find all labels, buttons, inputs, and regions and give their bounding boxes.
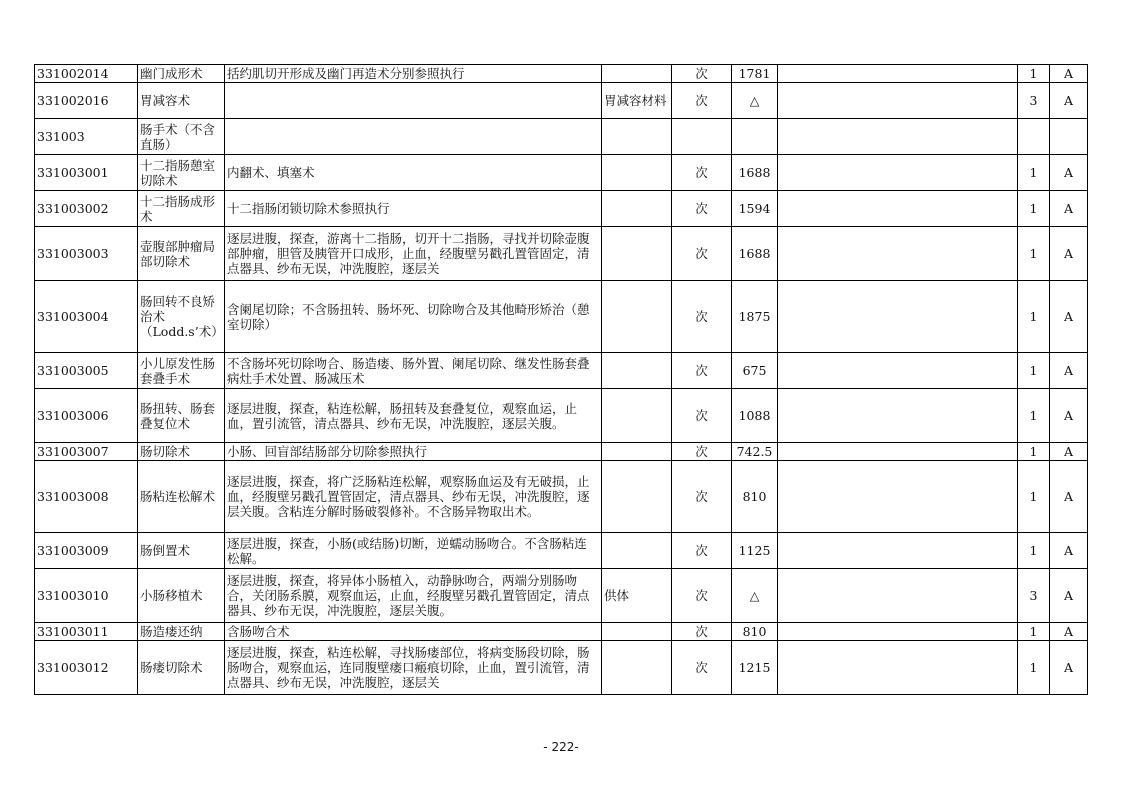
- item-code: 331003012: [35, 641, 138, 695]
- item-name: 肠切除术: [138, 443, 225, 461]
- table-row: [35, 569, 1088, 623]
- item-name: 十二指肠憩室切除术: [138, 155, 225, 191]
- table-row: [35, 65, 1088, 83]
- item-grade: 3: [1018, 569, 1050, 623]
- item-price: 810: [732, 623, 778, 641]
- item-class: A: [1050, 623, 1088, 641]
- item-note: [778, 119, 1018, 155]
- item-price: 1088: [732, 389, 778, 443]
- item-name: 肠粘连松解术: [138, 461, 225, 533]
- table-row: [35, 623, 1088, 641]
- item-excluded: [602, 533, 672, 569]
- item-note: [778, 569, 1018, 623]
- item-excluded: [602, 623, 672, 641]
- item-code: 331003: [35, 119, 138, 155]
- item-code: 331003001: [35, 155, 138, 191]
- item-class: A: [1050, 281, 1088, 353]
- item-name: 幽门成形术: [138, 65, 225, 83]
- item-unit: [672, 119, 732, 155]
- item-code: 331003010: [35, 569, 138, 623]
- item-price: 810: [732, 461, 778, 533]
- item-content: 内翻术、填塞术: [225, 155, 602, 191]
- item-class: A: [1050, 353, 1088, 389]
- item-excluded: [602, 281, 672, 353]
- item-class: [1050, 119, 1088, 155]
- item-note: [778, 533, 1018, 569]
- item-grade: 1: [1018, 353, 1050, 389]
- item-grade: [1018, 119, 1050, 155]
- item-note: [778, 83, 1018, 119]
- item-code: 331002016: [35, 83, 138, 119]
- item-note: [778, 461, 1018, 533]
- item-class: A: [1050, 641, 1088, 695]
- item-price: [732, 119, 778, 155]
- item-note: [778, 281, 1018, 353]
- table-row: [35, 389, 1088, 443]
- item-excluded: 胃减容材料: [602, 83, 672, 119]
- item-class: A: [1050, 191, 1088, 227]
- item-excluded: [602, 227, 672, 281]
- item-unit: 次: [672, 623, 732, 641]
- item-code: 331003008: [35, 461, 138, 533]
- item-name: 肠扭转、肠套叠复位术: [138, 389, 225, 443]
- item-class: A: [1050, 389, 1088, 443]
- item-grade: 1: [1018, 281, 1050, 353]
- item-unit: 次: [672, 155, 732, 191]
- item-grade: 1: [1018, 227, 1050, 281]
- item-price: 1688: [732, 155, 778, 191]
- item-note: [778, 389, 1018, 443]
- item-unit: 次: [672, 389, 732, 443]
- item-note: [778, 623, 1018, 641]
- item-price: 1875: [732, 281, 778, 353]
- item-code: 331003007: [35, 443, 138, 461]
- item-grade: 1: [1018, 641, 1050, 695]
- item-name: 肠造瘘还纳: [138, 623, 225, 641]
- item-class: A: [1050, 461, 1088, 533]
- item-name: 肠手术（不含直肠）: [138, 119, 225, 155]
- item-unit: 次: [672, 641, 732, 695]
- item-excluded: 供体: [602, 569, 672, 623]
- item-excluded: [602, 389, 672, 443]
- item-unit: 次: [672, 461, 732, 533]
- item-content: 不含肠坏死切除吻合、肠造瘘、肠外置、阑尾切除、继发性肠套叠病灶手术处置、肠减压术: [225, 353, 602, 389]
- item-grade: 1: [1018, 533, 1050, 569]
- item-name: 胃减容术: [138, 83, 225, 119]
- table-row: [35, 191, 1088, 227]
- item-class: A: [1050, 443, 1088, 461]
- table-row: [35, 533, 1088, 569]
- item-name: 小儿原发性肠套叠手术: [138, 353, 225, 389]
- item-content: 含阑尾切除；不含肠扭转、肠坏死、切除吻合及其他畸形矫治（憩室切除）: [225, 281, 602, 353]
- item-note: [778, 155, 1018, 191]
- item-excluded: [602, 353, 672, 389]
- page-number: - 222-: [543, 740, 579, 754]
- table-row: [35, 119, 1088, 155]
- table-row: [35, 641, 1088, 695]
- fee-schedule-table: [34, 64, 1088, 695]
- item-note: [778, 353, 1018, 389]
- item-name: 小肠移植术: [138, 569, 225, 623]
- table-row: [35, 281, 1088, 353]
- item-excluded: [602, 461, 672, 533]
- item-content: 小肠、回盲部结肠部分切除参照执行: [225, 443, 602, 461]
- table-row: [35, 227, 1088, 281]
- item-excluded: [602, 191, 672, 227]
- item-code: 331003004: [35, 281, 138, 353]
- item-code: 331003009: [35, 533, 138, 569]
- item-class: A: [1050, 83, 1088, 119]
- item-note: [778, 191, 1018, 227]
- item-unit: 次: [672, 353, 732, 389]
- item-excluded: [602, 65, 672, 83]
- item-code: 331003011: [35, 623, 138, 641]
- table-row: [35, 353, 1088, 389]
- item-content: 逐层进腹，探查，粘连松解，寻找肠瘘部位，将病变肠段切除，肠肠吻合，观察血运，连同腹壁瘘口瘢痕切除，止血，置引流管，清点器具、纱布无误，冲洗腹腔，逐层关: [225, 641, 602, 695]
- item-unit: 次: [672, 227, 732, 281]
- item-note: [778, 65, 1018, 83]
- item-grade: 1: [1018, 461, 1050, 533]
- table-row: [35, 461, 1088, 533]
- item-price: 742.5: [732, 443, 778, 461]
- item-code: 331003003: [35, 227, 138, 281]
- item-price: 1215: [732, 641, 778, 695]
- item-name: 肠回转不良矫治术（Lodd.s’术）: [138, 281, 225, 353]
- item-unit: 次: [672, 65, 732, 83]
- item-note: [778, 641, 1018, 695]
- item-grade: 1: [1018, 389, 1050, 443]
- item-price: 1594: [732, 191, 778, 227]
- item-grade: 1: [1018, 155, 1050, 191]
- item-price: △: [732, 569, 778, 623]
- table-row: [35, 155, 1088, 191]
- item-grade: 3: [1018, 83, 1050, 119]
- item-content: 逐层进腹，探查，游离十二指肠，切开十二指肠，寻找并切除壶腹部肿瘤，胆管及胰管开口成形，止血，经腹壁另戳孔置管固定，清点器具、纱布无误，冲洗腹腔，逐层关: [225, 227, 602, 281]
- item-code: 331002014: [35, 65, 138, 83]
- item-note: [778, 443, 1018, 461]
- item-price: 1781: [732, 65, 778, 83]
- item-unit: 次: [672, 281, 732, 353]
- item-note: [778, 227, 1018, 281]
- item-content: 括约肌切开形成及幽门再造术分别参照执行: [225, 65, 602, 83]
- table-row: [35, 443, 1088, 461]
- item-content: 逐层进腹，探查，将异体小肠植入，动静脉吻合，两端分别肠吻合，关闭肠系膜，观察血运，止血，经腹壁另戳孔置管固定，清点器具、纱布无误，冲洗腹腔，逐层关腹。: [225, 569, 602, 623]
- item-price: 675: [732, 353, 778, 389]
- item-grade: 1: [1018, 623, 1050, 641]
- item-name: 肠倒置术: [138, 533, 225, 569]
- item-price: △: [732, 83, 778, 119]
- item-name: 肠瘘切除术: [138, 641, 225, 695]
- item-class: A: [1050, 155, 1088, 191]
- item-unit: 次: [672, 83, 732, 119]
- item-unit: 次: [672, 443, 732, 461]
- item-class: A: [1050, 533, 1088, 569]
- item-excluded: [602, 119, 672, 155]
- item-content: 十二指肠闭锁切除术参照执行: [225, 191, 602, 227]
- item-grade: 1: [1018, 65, 1050, 83]
- item-content: 逐层进腹，探查，将广泛肠粘连松解，观察肠血运及有无破损，止血，经腹壁另戳孔置管固定，清点器具、纱布无误，冲洗腹腔，逐层关腹。含粘连分解时肠破裂修补。不含肠异物取出术。: [225, 461, 602, 533]
- item-code: 331003006: [35, 389, 138, 443]
- item-grade: 1: [1018, 443, 1050, 461]
- item-content: 逐层进腹，探查，粘连松解，肠扭转及套叠复位，观察血运，止血，置引流管，清点器具、纱布无误，冲洗腹腔，逐层关腹。: [225, 389, 602, 443]
- item-excluded: [602, 641, 672, 695]
- item-content: [225, 119, 602, 155]
- item-content: 含肠吻合术: [225, 623, 602, 641]
- item-excluded: [602, 155, 672, 191]
- item-price: 1125: [732, 533, 778, 569]
- table-row: [35, 83, 1088, 119]
- item-code: 331003002: [35, 191, 138, 227]
- item-unit: 次: [672, 533, 732, 569]
- item-content: [225, 83, 602, 119]
- item-unit: 次: [672, 191, 732, 227]
- item-content: 逐层进腹，探查，小肠(或结肠)切断，逆蠕动肠吻合。不含肠粘连松解。: [225, 533, 602, 569]
- item-grade: 1: [1018, 191, 1050, 227]
- item-class: A: [1050, 569, 1088, 623]
- item-name: 十二指肠成形术: [138, 191, 225, 227]
- item-class: A: [1050, 227, 1088, 281]
- item-code: 331003005: [35, 353, 138, 389]
- item-price: 1688: [732, 227, 778, 281]
- item-excluded: [602, 443, 672, 461]
- item-unit: 次: [672, 569, 732, 623]
- item-name: 壶腹部肿瘤局部切除术: [138, 227, 225, 281]
- item-class: A: [1050, 65, 1088, 83]
